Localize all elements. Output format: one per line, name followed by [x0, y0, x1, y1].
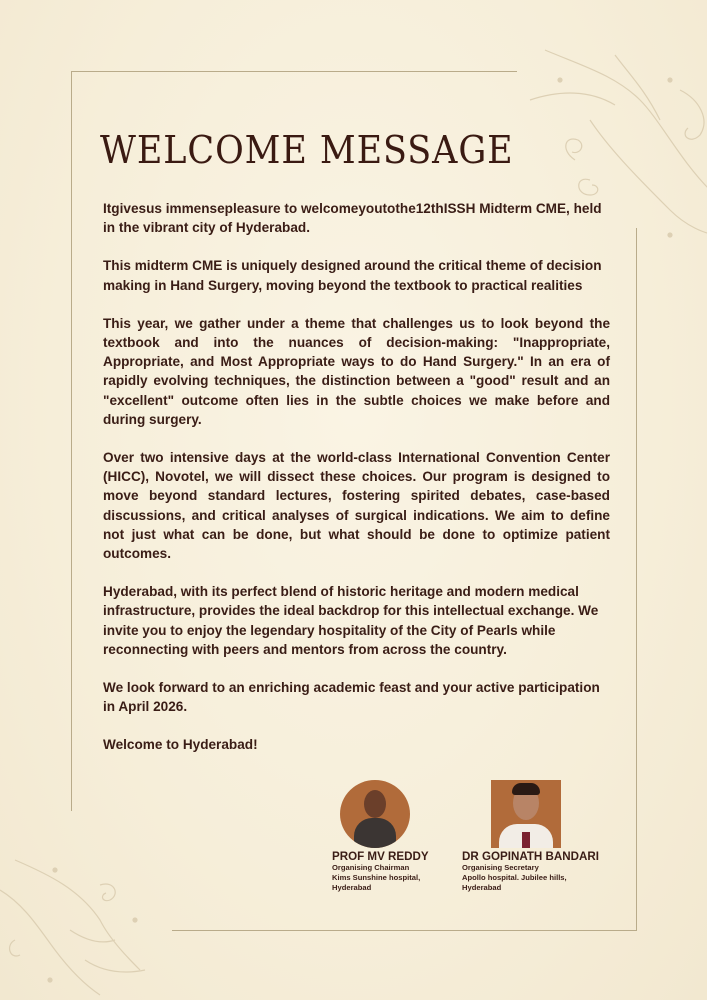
- paragraph-intro: Itgivesus immensepleasure to welcomeyoutothe12thISSH Midterm CME, held in the vibrant city of Hyderabad.: [103, 201, 602, 236]
- paragraph-hyderabad: Hyderabad, with its perfect blend of historic heritage and modern medical infrastructure, provides the ideal backdrop for this intellectual exchange. We invite you to enjoy the legendary hospitality of the City of Pearls while reconnecting with peers and mentors from across the country.: [103, 584, 599, 657]
- portrait-head: [364, 790, 386, 818]
- signatory-chairman: [332, 780, 429, 893]
- signatory-secretary: [462, 780, 599, 893]
- portrait-tie: [522, 832, 530, 848]
- signatory-name: DR GOPINATH BANDARI: [462, 850, 599, 863]
- page-title: WELCOME MESSAGE: [100, 128, 514, 172]
- signatory-city: Hyderabad: [332, 883, 372, 892]
- paragraph-decision-making: This year, we gather under a theme that challenges us to look beyond the textbook and into the nuances of decision-making: "Inappropriate, Appropriate, and Most Appropriate ways to do Hand Surgery." In an era of rapidly evolving techniques, the distinction between a "good" result and an "excellent" outcome often lies in the subtle choices we make before and during surgery.: [103, 315, 610, 427]
- paragraph-welcome: Welcome to Hyderabad!: [103, 737, 258, 753]
- paragraph-theme: This midterm CME is uniquely designed around the critical theme of decision making in Hand Surgery, moving beyond the textbook to practical realities: [103, 258, 602, 293]
- signatory-city: Hyderabad: [462, 883, 502, 892]
- frame-right-line: [636, 228, 637, 931]
- hand-illustration-icon: [0, 830, 150, 1000]
- welcome-message-body: [103, 199, 610, 774]
- signatory-role: Organising Secretary: [462, 863, 539, 872]
- signatory-name: PROF MV REDDY: [332, 850, 429, 863]
- signatory-affiliation: Apollo hospital. Jubilee hills,: [462, 873, 567, 882]
- signatory-role: Organising Chairman: [332, 863, 410, 872]
- frame-top-line: [71, 71, 517, 72]
- paragraph-invitation: We look forward to an enriching academic feast and your active participation in April 2026.: [103, 680, 600, 715]
- frame-bottom-line: [172, 930, 637, 931]
- portrait-photo-circle: [340, 780, 410, 848]
- portrait-hair: [512, 783, 540, 795]
- portrait-suit: [354, 818, 396, 848]
- paragraph-program: Over two intensive days at the world-class International Convention Center (HICC), Novotel, we will dissect these choices. Our program is designed to move beyond standard lectures, fostering spirited debates, case-based discussions, and critical analyses of surgical indications. We aim to define not just what can be done, but what should be done to optimize patient outcomes.: [103, 450, 610, 562]
- portrait-photo-square: [491, 780, 561, 848]
- signatory-affiliation: Kims Sunshine hospital,: [332, 873, 421, 882]
- frame-left-line: [71, 71, 72, 811]
